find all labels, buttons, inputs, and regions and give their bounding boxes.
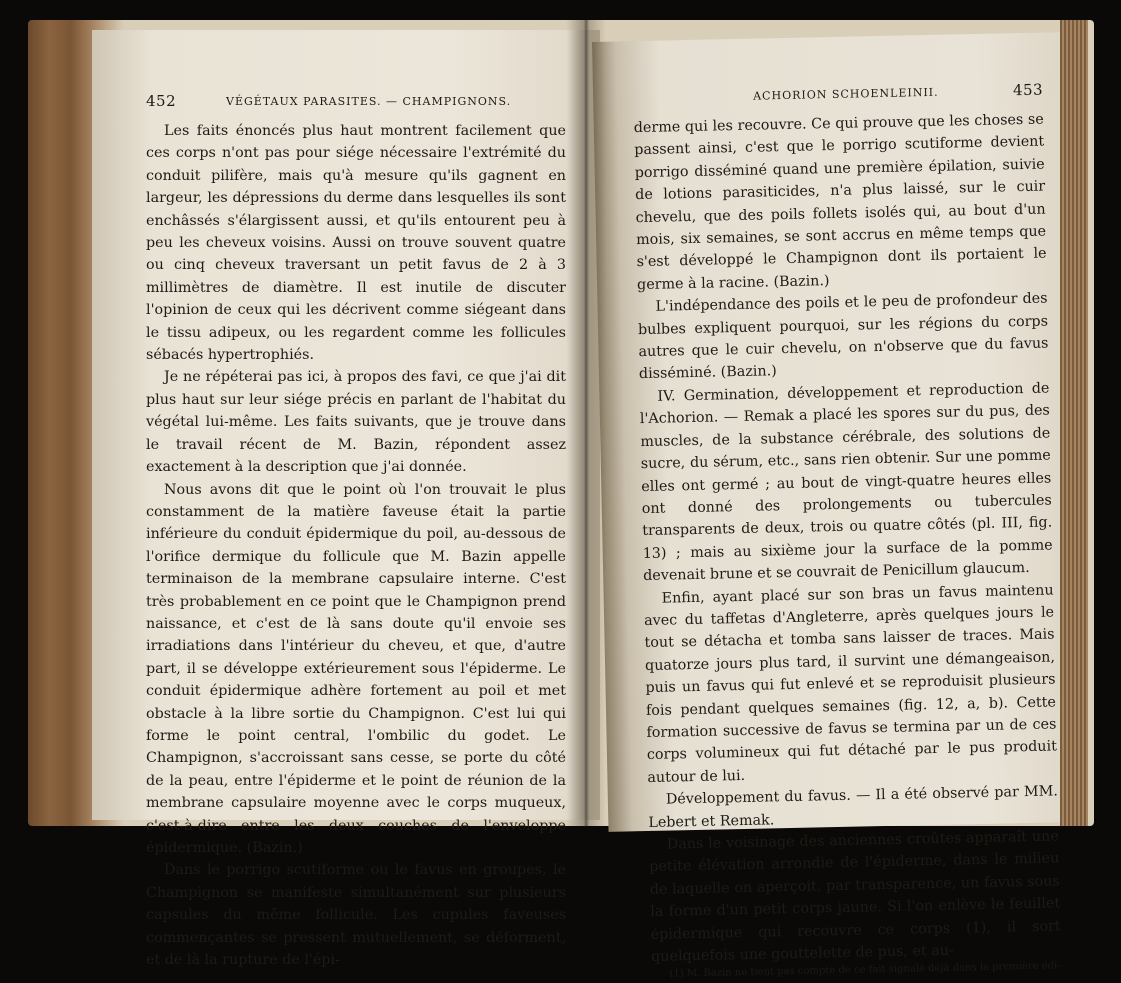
page-edges xyxy=(1060,20,1088,826)
paragraph: Nous avons dit que le point où l'on trouvait le plus constamment de la matière faveuse était la partie inférieure du conduit épidermique du poil, au-dessous de l'orifice dermique du follicule que M. Bazin appelle terminaison de la membrane capsulaire interne. C'est très probablement en ce point que le Champignon prend naissance, et c'est de là sans doute qu'il envoie ses irradiations dans l'intérieur du cheveu, et que, d'autre part, il se développe extérieurement sous l'épiderme. Le conduit épidermique adhère fortement au poil et met obstacle à la libre sortie du Champignon. C'est lui qui forme le point central, l'ombilic du godet. Le Champignon, s'accroissant sans cesse, se porte du côté de la peau, entre l'épiderme et le point de réunion de la membrane capsulaire moyenne avec le corps muqueux, c'est-à-dire entre les deux couches de l'enveloppe épidermique. (Bazin.) xyxy=(146,481,566,856)
left-page-text xyxy=(146,120,566,971)
paragraph: Enfin, ayant placé sur son bras un favus maintenu avec du taffetas d'Angleterre, après quelques jours le tout se détacha et tomba sans laisser de traces. Mais quatorze jours plus tard, il survint une démangeaison, puis un favus qui fut enlevé et se reproduisit plusieurs fois pendant quelques semaines (fig. 12, a, b). Cette formation successive de favus se termina par un de ces corps volumineux qui fut détaché par le pus produit autour de lui. xyxy=(643,581,1058,786)
paragraph: Les faits énoncés plus haut montrent facilement que ces corps n'ont pas pour siége nécessaire l'extrémité du conduit pilifère, mais qu'à mesure qu'ils gagnent en largeur, les dépressions du derme dans lesquelles ils sont enchâssés s'élargissent aussi, et qu'ils entourent peu à peu les cheveux voisins. Aussi on trouve souvent quatre ou cinq cheveux traversant un petit favus de 2 à 3 millimètres de diamètre. Il est inutile de discuter l'opinion de ceux qui les décrivent comme siégeant dans le tissu adipeux, ou les regardent comme les follicules sébacés hypertrophiés. xyxy=(146,123,566,364)
page-number: 452 xyxy=(146,92,177,110)
left-page xyxy=(92,30,600,969)
right-page xyxy=(592,32,1088,981)
paragraph: derme qui les recouvre. Ce qui prouve que les choses se passent ainsi, c'est que le porrigo scutiforme devient porrigo disséminé quand une première épilation, suivie de lotions parasiticides, n'a plus laissé, sur le cuir chevelu, que des poils follets isolés qui, au bout d'un mois, six semaines, se sont accrus en même temps que s'est développé le Champignon dont ils portaient le germe à la racine. (Bazin.) xyxy=(633,111,1047,293)
paragraph: IV. Germination, développement et reproduction de l'Achorion. — Remak a placé les spores sur du pus, des muscles, de la substance cérébrale, des solutions de sucre, du sérum, etc., sans rien obtenir. Sur une pomme elles ont germé ; au bout de vingt-quatre heures elles ont donné des prolongements ou tubercules transparents de deux, trois ou quatre côtés (pl. III, fig. 13) ; mais au sixième jour la surface de la pomme devenait brune et se couvrait de Penicillum glaucum. xyxy=(639,380,1053,585)
running-head: ACHORION SCHOENLEINII. xyxy=(753,85,939,103)
left-page-header xyxy=(146,92,564,120)
open-book xyxy=(28,20,1094,981)
running-head: VÉGÉTAUX PARASITES. — CHAMPIGNONS. xyxy=(226,95,512,108)
book-gutter xyxy=(566,20,606,826)
footnote: (1) M. Bazin ne tient pas compte de ce fait signalé déjà dans la première édi- xyxy=(669,960,1061,981)
paragraph: Je ne répéterai pas ici, à propos des favi, ce que j'ai dit plus haut sur leur siége précis en parlant de l'habitat du végétal lui-même. Les faits suivants, que je trouve dans le travail récent de M. Bazin, répondent assez exactement à la description que j'ai donnée. xyxy=(146,369,566,476)
right-page-text xyxy=(634,109,1062,983)
paragraph: Dans le porrigo scutiforme ou le favus en groupes, le Champignon se manifeste simultanément sur plusieurs capsules du même follicule. Les cupules faveuses commençantes se pressent mutuellement, se déforment, et de là la rupture de l'épi- xyxy=(146,862,566,969)
paragraph: L'indépendance des poils et le peu de profondeur des bulbes expliquent pourquoi, sur les régions du corps autres que le cuir chevelu, on n'observe que du favus disséminé. (Bazin.) xyxy=(637,290,1049,383)
paragraph: Dans le voisinage des anciennes croûtes apparaît une petite élévation arrondie de l'épiderme, dans le milieu de laquelle on aperçoit, par transparence, un favus sous la forme d'un petit corps jaune. Si l'on enlève le feuillet épidermique qui recouvre ce corps (1), il sort quelquefois une gouttelette de pus, et au- xyxy=(649,828,1061,965)
page-number: 453 xyxy=(1012,80,1044,100)
paragraph: Développement du favus. — Il a été observé par MM. Lebert et Remak. xyxy=(648,783,1058,831)
